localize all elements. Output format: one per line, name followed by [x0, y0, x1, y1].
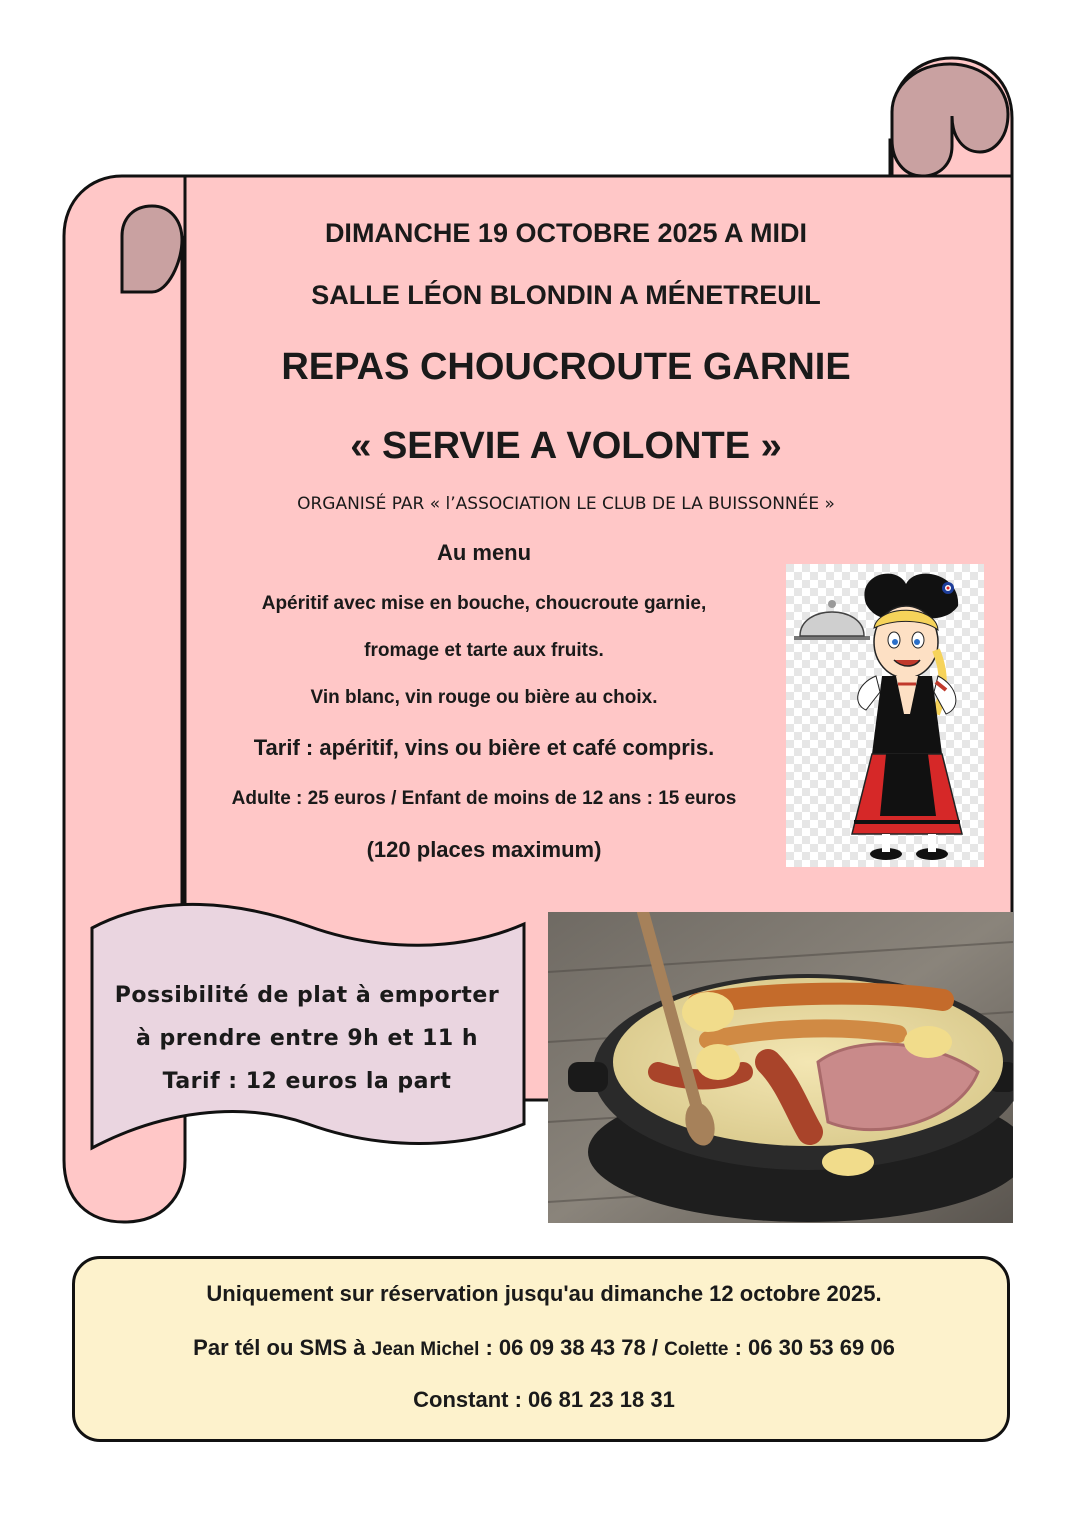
choucroute-pot-photo	[548, 912, 1013, 1223]
price-line: Adulte : 25 euros / Enfant de moins de 12 ans : 15 euros	[231, 788, 737, 809]
contact-phone-colette[interactable]: : 06 30 53 69 06	[728, 1335, 895, 1360]
tarif-line: Tarif : apéritif, vins ou bière et café compris.	[253, 735, 715, 760]
reservation-contacts	[75, 1335, 1013, 1361]
event-date: DIMANCHE 19 OCTOBRE 2025 A MIDI	[324, 218, 808, 248]
reservation-box	[72, 1256, 1010, 1442]
takeaway-line: Possibilité de plat à emporter	[114, 983, 500, 1008]
takeaway-line: Tarif : 12 euros la part	[162, 1069, 452, 1094]
reservation-deadline: Uniquement sur réservation jusqu'au dimanche 12 octobre 2025.	[206, 1281, 882, 1306]
contact-name-jean-michel: Jean Michel	[371, 1339, 480, 1360]
event-organizer: ORGANISÉ PAR « l’ASSOCIATION LE CLUB DE LA BUISSONNÉE »	[297, 494, 835, 514]
takeaway-line: à prendre entre 9h et 11 h	[135, 1026, 479, 1051]
event-title: REPAS CHOUCROUTE GARNIE	[281, 346, 851, 388]
menu-heading: Au menu	[436, 540, 532, 565]
contact-prefix: Par tél ou SMS à	[193, 1335, 372, 1360]
menu-line: fromage et tarte aux fruits.	[364, 640, 604, 661]
menu-line: Apéritif avec mise en bouche, choucroute garnie,	[261, 593, 707, 614]
contact-constant[interactable]: Constant : 06 81 23 18 31	[413, 1387, 675, 1412]
contact-name-colette: Colette	[664, 1339, 729, 1360]
event-venue: SALLE LÉON BLONDIN A MÉNETREUIL	[311, 280, 821, 310]
event-subtitle: « SERVIE A VOLONTE »	[350, 425, 782, 467]
contact-phone-jean-michel[interactable]: : 06 09 38 43 78 /	[479, 1335, 665, 1360]
menu-line: Vin blanc, vin rouge ou bière au choix.	[310, 687, 658, 708]
waitress-illustration	[786, 564, 984, 867]
capacity-line: (120 places maximum)	[366, 837, 602, 862]
